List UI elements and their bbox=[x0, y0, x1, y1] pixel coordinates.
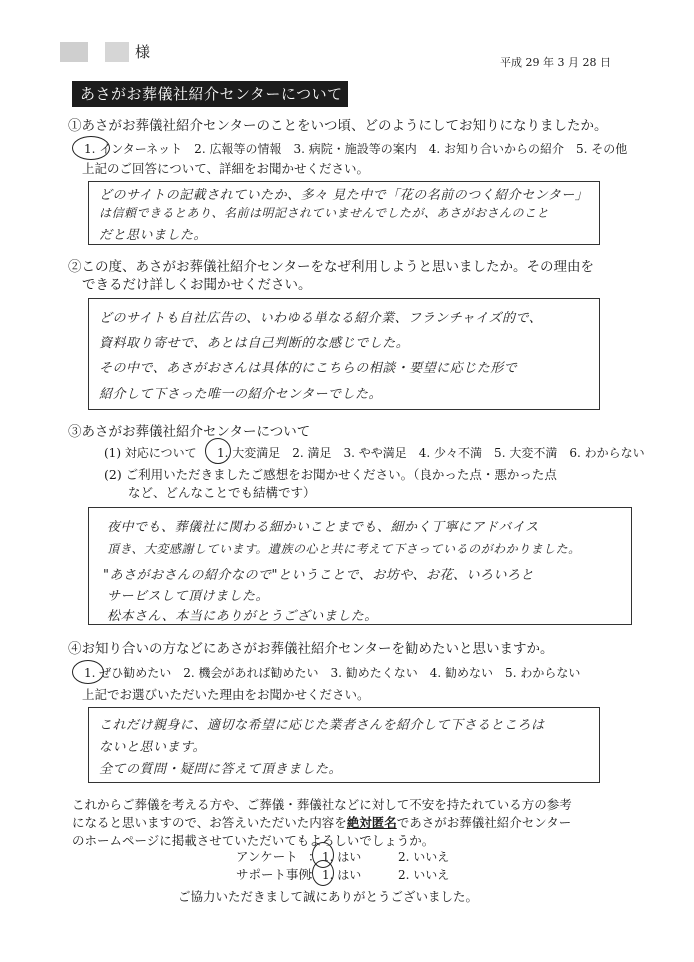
q2-answer-box bbox=[88, 298, 600, 410]
q4-answer-line: これだけ親身に、適切な希望に応じた業者さんを紹介して下さるところは bbox=[99, 718, 545, 733]
q2-answer-line: その中で、あさがおさんは具体的にこちらの相談・要望に応じた形で bbox=[99, 361, 518, 376]
support-no: 2. いいえ bbox=[398, 868, 450, 882]
honorific: 様 bbox=[135, 43, 151, 61]
q4-answer-line: 全ての質問・疑問に答えて頂きました。 bbox=[99, 762, 343, 777]
q3-answer-line: 松本さん、本当にありがとうございました。 bbox=[107, 609, 378, 624]
support-label: サポート事例 bbox=[236, 867, 312, 882]
q1-question: ①あさがお葬儀社紹介センターのことをいつ頃、どのようにしてお知りになりましたか。 bbox=[68, 118, 608, 134]
date: 平成 29 年 3 月 28 日 bbox=[500, 56, 611, 69]
q2-answer-line: 紹介して下さった唯一の紹介センターでした。 bbox=[99, 387, 382, 402]
q3-answer-line: サービスして頂けました。 bbox=[107, 589, 270, 604]
page-title: あさがお葬儀社紹介センターについて bbox=[72, 81, 348, 107]
anonymous-emphasis: 絶対匿名 bbox=[346, 815, 397, 830]
q3-question: ③あさがお葬儀社紹介センターについて bbox=[68, 424, 311, 440]
support-selection-circle bbox=[312, 860, 334, 886]
support-yes: 1. はい bbox=[322, 868, 362, 882]
q2-question: ②この度、あさがお葬儀社紹介センターをなぜ利用しようと思いましたか。その理由を bbox=[68, 259, 594, 275]
q1-answer-line: どのサイトの記載されていたか、多々 見た中で「花の名前のつく紹介センター」 bbox=[99, 188, 589, 203]
survey-label: アンケート bbox=[236, 849, 298, 864]
thanks: ご協力いただきまして誠にありがとうございました。 bbox=[178, 889, 479, 904]
q4-question: ④お知り合いの方などにあさがお葬儀社紹介センターを勧めたいと思いますか。 bbox=[68, 641, 554, 657]
q2-answer-line: 資料取り寄せで、あとは自己判断的な感じでした。 bbox=[99, 336, 410, 351]
closing-line-2: になると思いますので、お答えいただいた内容を絶対匿名であさがお葬儀社紹介センター bbox=[72, 815, 572, 830]
survey-colon: ： bbox=[308, 849, 321, 864]
q4-answer-box bbox=[88, 707, 600, 783]
redacted-name bbox=[60, 42, 88, 62]
q1-followup: 上記のご回答について、詳細をお聞かせください。 bbox=[82, 161, 370, 176]
q1-answer-line: だと思いました。 bbox=[99, 228, 208, 243]
redacted-name-2 bbox=[105, 42, 129, 62]
q3-answer-box bbox=[88, 507, 632, 625]
q3-sub1-label: (1) 対応について bbox=[104, 446, 197, 460]
q3-selection-circle bbox=[205, 438, 231, 464]
q3-sub2: など、どんなことでも結構です） bbox=[128, 485, 316, 500]
q3-answer-line: 頂き、大変感謝しています。遺族の心と共に考えて下さっているのがわかりました。 bbox=[107, 542, 581, 556]
survey-yes: 1. はい bbox=[322, 850, 362, 864]
q2-question: できるだけ詳しくお聞かせください。 bbox=[82, 277, 312, 293]
q3-sub2: (2) ご利用いただきましたご感想をお聞かせください。（良かった点・悪かった点 bbox=[104, 467, 557, 482]
closing-line: これからご葬儀を考える方や、ご葬儀・葬儀社などに対して不安を持たれている方の参考 bbox=[72, 797, 572, 812]
survey-no: 2. いいえ bbox=[398, 850, 450, 864]
q1-answer-line: は信頼できるとあり、名前は明記されていませんでしたが、あさがおさんのこと bbox=[99, 206, 550, 220]
closing-line: のホームページに掲載させていただいてもよろしいでしょうか。 bbox=[72, 833, 435, 848]
q1-options: 1. インターネット 2. 広報等の情報 3. 病院・施設等の案内 4. お知り合いからの紹介 5. その他 bbox=[84, 142, 628, 156]
q4-followup: 上記でお選びいただいた理由をお聞かせください。 bbox=[82, 687, 370, 702]
support-colon: ： bbox=[308, 867, 321, 882]
q2-answer-line: どのサイトも自社広告の、いわゆる単なる紹介業、フランチャイズ的で、 bbox=[99, 311, 543, 326]
q3-answer-line: 夜中でも、葬儀社に関わる細かいことまでも、細かく丁寧にアドバイス bbox=[107, 520, 539, 535]
q1-answer-box bbox=[88, 181, 600, 245]
q3-sub1-options: 1. 大変満足 2. 満足 3. やや満足 4. 少々不満 5. 大変不満 6. わからない bbox=[217, 446, 645, 460]
q4-selection-circle bbox=[72, 660, 104, 684]
q4-options: 1. ぜひ勧めたい 2. 機会があれば勧めたい 3. 勧めたくない 4. 勧めない 5. わからない bbox=[84, 666, 581, 680]
q3-answer-line: "あさがおさんの紹介なので"ということで、お坊や、お花、いろいろと bbox=[103, 568, 534, 583]
q1-selection-circle bbox=[72, 136, 110, 160]
q4-answer-line: ないと思います。 bbox=[99, 740, 206, 755]
